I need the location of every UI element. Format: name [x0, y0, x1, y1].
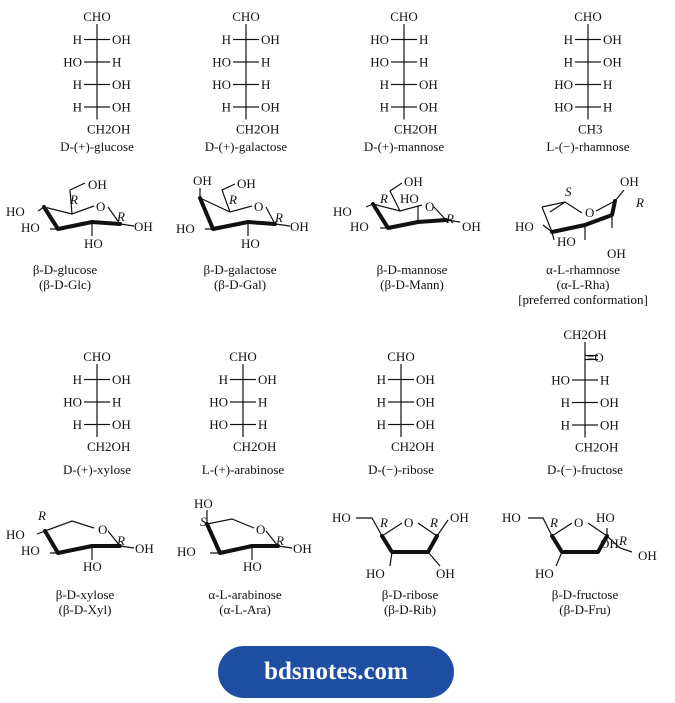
fischer-right-substituent: OH	[112, 32, 131, 47]
fischer-right-substituent: OH	[112, 372, 131, 387]
label-oh: OH	[290, 219, 309, 234]
fischer-left-substituent: H	[379, 99, 389, 115]
ring-abbreviation: (β-D-Rib)	[383, 602, 437, 617]
label-config: R	[276, 533, 284, 548]
label-config: R	[229, 192, 237, 207]
fischer-bottom-group: CH2OH	[87, 439, 131, 454]
fischer-right-substituent: H	[112, 54, 122, 70]
fischer-name: D-(+)-xylose	[63, 462, 131, 477]
fischer-right-substituent: OH	[600, 417, 619, 433]
fischer-right-substituent: OH	[112, 99, 131, 115]
label-config: R	[380, 515, 388, 530]
fischer-larabinose	[202, 349, 285, 477]
fischer-dfructose	[547, 327, 623, 477]
fischer-left-substituent: H	[563, 32, 573, 47]
fischer-left-substituent: H	[72, 417, 82, 432]
fischer-left-substituent: H	[72, 32, 82, 47]
fischer-left-substituent: H	[376, 417, 386, 432]
ring-name: β-D-mannose	[376, 262, 448, 277]
label-oh: OH	[237, 176, 256, 191]
ring-ribose	[332, 510, 469, 617]
fischer-right-substituent: OH	[261, 99, 280, 115]
fischer-top-group: CHO	[229, 349, 257, 364]
fischer-left-substituent: H	[221, 32, 231, 47]
ring-name: β-D-galactose	[203, 262, 277, 277]
label-ho: HO	[333, 204, 352, 219]
fischer-right-substituent: OH	[419, 99, 438, 115]
ring-note: [preferred conformation]	[518, 292, 648, 307]
fischer-name: D-(+)-mannose	[363, 139, 445, 154]
ring-name: β-D-ribose	[381, 587, 439, 602]
fischer-right-substituent: OH	[261, 32, 280, 47]
ring-abbreviation: (β-D-Gal)	[213, 277, 267, 292]
label-ho: HO	[194, 496, 213, 511]
fischer-left-substituent: H	[72, 372, 82, 387]
label-config: R	[70, 192, 78, 207]
fischer-left-substituent: H	[72, 77, 82, 92]
fischer-left-substituent: HO	[554, 77, 573, 92]
fischer-name: D-(+)-galactose	[204, 139, 288, 154]
fischer-right-substituent: OH	[603, 32, 622, 47]
label-ho: HO	[243, 559, 262, 574]
fischer-left-substituent: HO	[370, 54, 389, 70]
label-ring-oxygen: O	[574, 515, 584, 530]
ring-arabinose	[177, 496, 312, 617]
label-ho: HO	[6, 527, 25, 542]
label-config: R	[636, 195, 644, 210]
label-oh: OH	[88, 177, 107, 192]
label-config: R	[380, 191, 388, 206]
label-config: R	[117, 209, 125, 224]
fischer-top-group: CH2OH	[563, 327, 607, 342]
label-ho: HO	[332, 510, 351, 525]
label-ring-oxygen: O	[98, 522, 108, 537]
fischer-right-substituent: OH	[112, 417, 131, 432]
fischer-name: D-(−)-fructose	[547, 462, 623, 477]
fischer-lrhamnose	[546, 9, 629, 154]
ring-xylose	[6, 508, 154, 617]
fischer-name: L-(−)-rhamnose	[546, 139, 630, 154]
fischer-right-substituent: OH	[603, 54, 622, 70]
fischer-right-substituent: H	[603, 77, 613, 92]
fischer-top-group: CHO	[387, 349, 415, 364]
fischer-right-substituent: H	[258, 417, 268, 432]
label-ho: HO	[557, 234, 576, 249]
label-oh: OH	[404, 174, 423, 189]
fischer-name: D-(−)-ribose	[368, 462, 434, 477]
label-ho: HO	[83, 559, 102, 574]
label-config: R	[619, 533, 627, 548]
fischer-bottom-group: CH2OH	[236, 121, 280, 137]
label-ring-oxygen: O	[404, 515, 414, 530]
label-ho: HO	[177, 544, 196, 559]
fischer-right-substituent: OH	[416, 394, 435, 410]
ring-name: β-D-glucose	[32, 262, 98, 277]
fischer-carbonyl-oxygen: =O	[587, 350, 604, 365]
fischer-right-substituent: H	[600, 372, 610, 388]
label-config: S	[200, 514, 207, 529]
fischer-left-substituent: HO	[209, 417, 228, 432]
fischer-bottom-group: CH3	[578, 121, 603, 137]
fischer-dgalactose	[205, 9, 288, 154]
label-ho: HO	[176, 221, 195, 236]
fischer-right-substituent: OH	[419, 77, 438, 92]
label-ho: HO	[84, 236, 103, 251]
label-config: R	[430, 515, 438, 530]
ring-abbreviation: (β-D-Fru)	[559, 602, 611, 617]
label-oh: OH	[607, 246, 626, 261]
label-ho: HO	[535, 566, 554, 581]
ring-name: α-L-rhamnose	[546, 262, 620, 277]
fischer-right-substituent: H	[419, 32, 429, 47]
fischer-right-substituent: OH	[416, 417, 435, 432]
fischer-left-substituent: H	[72, 99, 82, 115]
fischer-dribose	[368, 349, 435, 477]
ring-abbreviation: (β-D-Glc)	[38, 277, 92, 292]
fischer-top-group: CHO	[83, 9, 111, 24]
fischer-left-substituent: H	[221, 99, 231, 115]
label-ring-oxygen: O	[96, 199, 106, 214]
label-oh: OH	[436, 566, 455, 581]
label-oh: OH	[134, 219, 153, 234]
fischer-left-substituent: H	[376, 394, 386, 410]
label-ho: HO	[400, 191, 419, 206]
ring-name: α-L-arabinose	[208, 587, 282, 602]
fischer-dmannose	[364, 9, 444, 154]
label-ho: HO	[515, 219, 534, 234]
fischer-right-substituent: OH	[258, 372, 277, 387]
fischer-right-substituent: H	[261, 77, 271, 92]
label-ho: HO	[366, 566, 385, 581]
ring-rhamnose	[515, 174, 648, 307]
fischer-right-substituent: OH	[416, 372, 435, 387]
fischer-bottom-group: CH2OH	[394, 121, 438, 137]
fischer-left-substituent: H	[560, 417, 570, 433]
fischer-left-substituent: H	[379, 77, 389, 92]
ring-mannose	[333, 174, 481, 292]
ring-abbreviation: (α-L-Rha)	[556, 277, 610, 292]
fischer-projections	[60, 9, 630, 477]
ring-fructose	[502, 510, 657, 617]
ring-name: β-D-xylose	[55, 587, 115, 602]
fischer-left-substituent: H	[560, 395, 570, 410]
label-ho: HO	[596, 510, 615, 525]
label-ring-oxygen: O	[425, 199, 435, 214]
fischer-left-substituent: HO	[554, 99, 573, 115]
fischer-left-substituent: HO	[209, 394, 228, 410]
label-config: R	[446, 211, 454, 226]
label-oh: OH	[450, 510, 469, 525]
label-config: R	[550, 515, 558, 530]
fischer-top-group: CHO	[83, 349, 111, 364]
fischer-bottom-group: CH2OH	[87, 121, 131, 137]
label-ho: HO	[502, 510, 521, 525]
fischer-right-substituent: H	[603, 99, 613, 115]
fischer-left-substituent: HO	[63, 394, 82, 410]
ring-abbreviation: (β-D-Xyl)	[58, 602, 112, 617]
fischer-left-substituent: HO	[212, 54, 231, 70]
label-ho: HO	[350, 219, 369, 234]
label-ho: HO	[6, 204, 25, 219]
fischer-name: L-(+)-arabinose	[201, 462, 285, 477]
label-config: S	[565, 184, 572, 199]
label-ring-oxygen: O	[256, 522, 266, 537]
label-oh: OH	[193, 173, 212, 188]
label-config: R	[275, 210, 283, 225]
fischer-right-substituent: H	[258, 394, 268, 410]
ring-abbreviation: (β-D-Mann)	[380, 277, 444, 292]
label-oh: OH	[638, 548, 657, 563]
fischer-top-group: CHO	[232, 9, 260, 24]
label-ho: HO	[21, 220, 40, 235]
fischer-bottom-group: CH2OH	[575, 439, 619, 455]
fischer-top-group: CHO	[574, 9, 602, 24]
bdsnotes-watermark-button[interactable]: bdsnotes.com	[218, 646, 454, 698]
ring-glucose	[6, 177, 153, 292]
label-ho: HO	[21, 543, 40, 558]
label-ho: HO	[241, 236, 260, 251]
fischer-bottom-group: CH2OH	[391, 439, 435, 454]
label-ring-oxygen: O	[254, 199, 264, 214]
fischer-right-substituent: OH	[112, 77, 131, 92]
fischer-dxylose	[63, 349, 131, 477]
ring-abbreviation: (α-L-Ara)	[219, 602, 271, 617]
fischer-left-substituent: H	[376, 372, 386, 387]
fischer-left-substituent: HO	[63, 54, 82, 70]
label-oh: OH	[620, 174, 639, 189]
label-config: R	[38, 508, 46, 523]
fischer-left-substituent: HO	[370, 32, 389, 47]
fischer-right-substituent: H	[112, 394, 122, 410]
fischer-left-substituent: HO	[212, 77, 231, 92]
label-oh: OH	[600, 536, 619, 551]
fischer-left-substituent: H	[563, 54, 573, 70]
fischer-dglucose	[60, 9, 134, 154]
fischer-left-substituent: H	[218, 372, 228, 387]
ring-name: β-D-fructose	[551, 587, 619, 602]
fischer-bottom-group: CH2OH	[233, 439, 277, 454]
fischer-name: D-(+)-glucose	[60, 139, 134, 154]
fischer-left-substituent: HO	[551, 372, 570, 388]
label-oh: OH	[293, 541, 312, 556]
label-config: R	[117, 533, 125, 548]
fischer-right-substituent: H	[261, 54, 271, 70]
ring-galactose	[176, 173, 309, 292]
fischer-right-substituent: OH	[600, 395, 619, 410]
fischer-top-group: CHO	[390, 9, 418, 24]
label-oh: OH	[462, 219, 481, 234]
fischer-right-substituent: H	[419, 54, 429, 70]
label-ring-oxygen: O	[585, 205, 595, 220]
label-oh: OH	[135, 541, 154, 556]
